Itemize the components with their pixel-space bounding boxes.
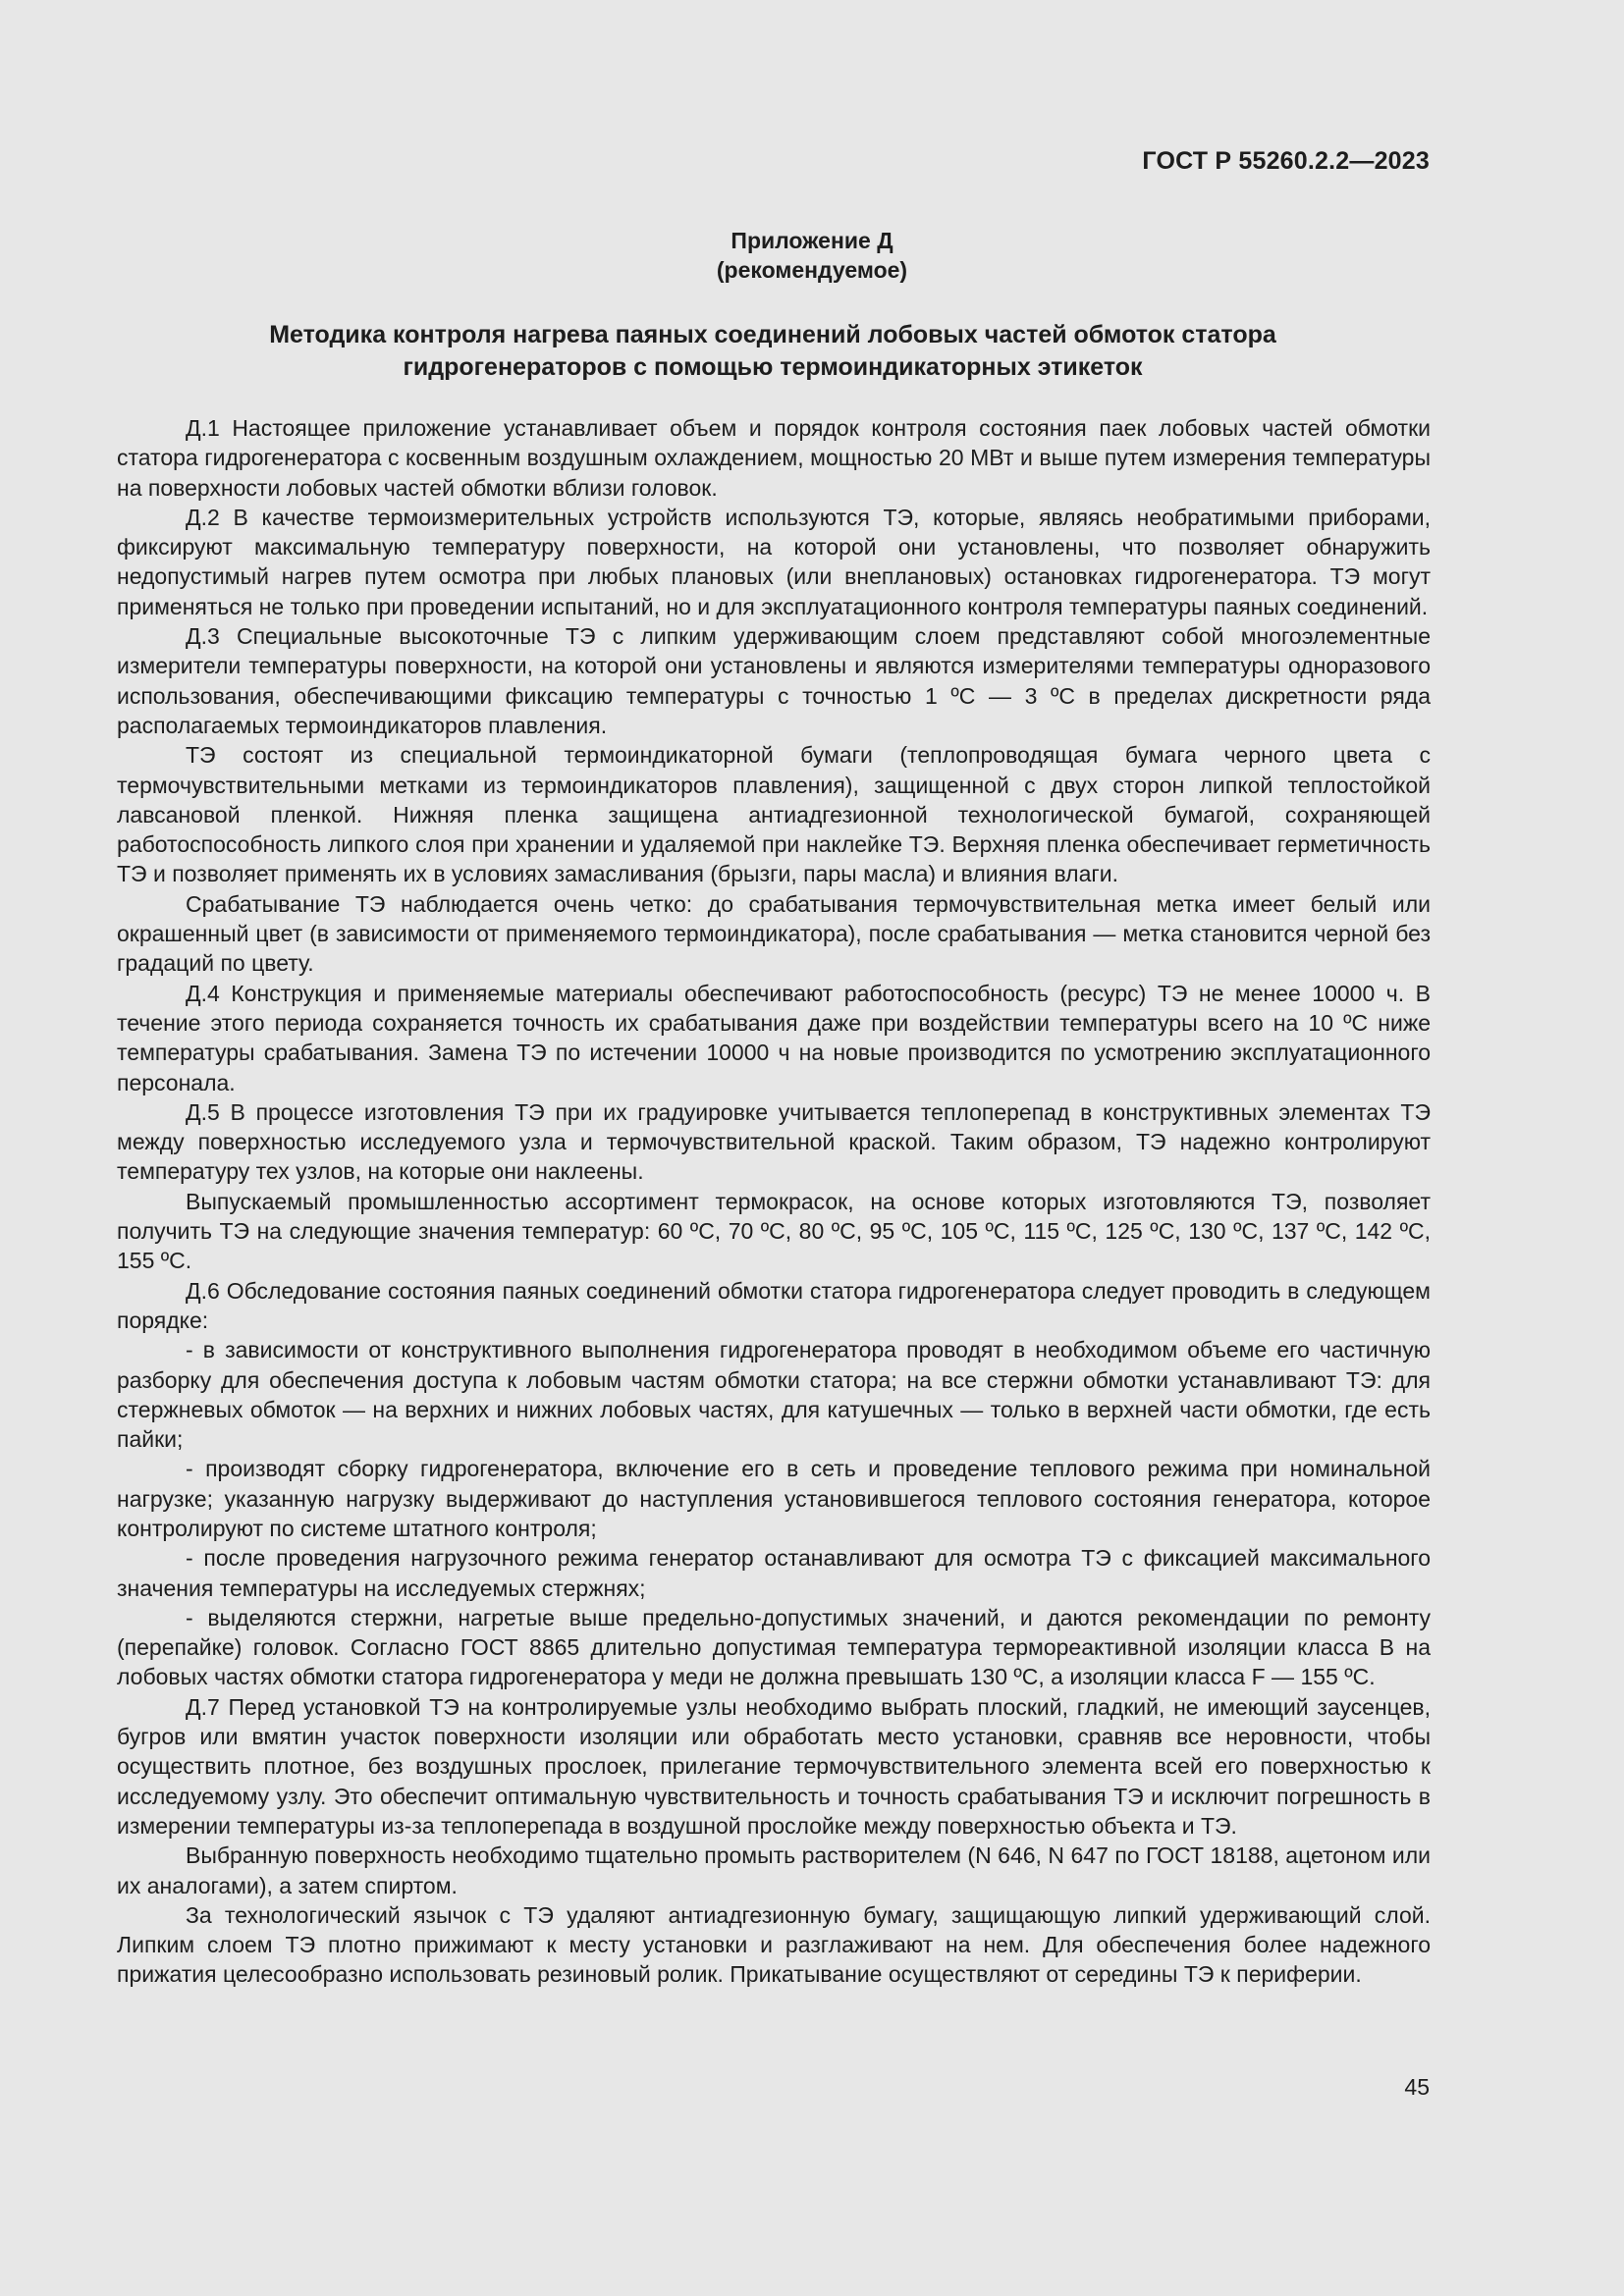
paragraph: ТЭ состоят из специальной термоиндикаторной бумаги (теплопроводящая бумага черного цвета с термочувствительными метками из термоиндикаторов плавления), защищенной с двух сторон липкой теплостойкой лавсановой пленкой. Нижняя пленка защищена антиадгезионной технологической бумагой, сохраняющей работоспособность липкого слоя при хранении и удаляемой при наклейке ТЭ. Верхняя пленка обеспечивает герметичность ТЭ и позволяет применять их в условиях замасливания (брызги, пары масла) и влияния влаги. xyxy=(117,742,1431,887)
title-line-2: гидрогенераторов с помощью термоиндикаторных этикеток xyxy=(403,353,1143,381)
page-number: 45 xyxy=(1404,2074,1430,2100)
paragraph: Выбранную поверхность необходимо тщательно промыть растворителем (N 646, N 647 по ГОСТ 18188, ацетоном или их аналогами), а затем спиртом. xyxy=(117,1842,1431,1898)
paragraph-d7: Д.7 Перед установкой ТЭ на контролируемые узлы необходимо выбрать плоский, гладкий, не имеющий заусенцев, бугров или вмятин участок поверхности изоляции или обработать место установки, сравняв все неровности, чтобы осуществить плотное, без воздушных прослоек, прилегание термочувствительного элемента всей его поверхностью к исследуемому узлу. Это обеспечит оптимальную чувствительность и точность срабатывания ТЭ и исключит погрешность в измерении температуры из-за теплоперепада в воздушной прослойке между поверхностью объекта и ТЭ. xyxy=(117,1693,1431,1839)
list-item: - выделяются стержни, нагретые выше предельно-допустимых значений, и даются рекомендации по ремонту (перепайке) головок. Согласно ГОСТ 8865 длительно допустимая температура термореактивной изоляции класса В на лобовых частях обмотки статора гидрогенератора у меди не должна превышать 130 ºС, а изоляции класса F — 155 ºС. xyxy=(117,1604,1431,1690)
paragraph-d4: Д.4 Конструкция и применяемые материалы обеспечивают работоспособность (ресурс) ТЭ не менее 10000 ч. В течение этого периода сохраняется точность их срабатывания даже при воздействии температуры всего на 10 ºС ниже температуры срабатывания. Замена ТЭ по истечении 10000 ч на новые производится по усмотрению эксплуатационного персонала. xyxy=(117,980,1431,1095)
paragraph-d6: Д.6 Обследование состояния паяных соединений обмотки статора гидрогенератора следует проводить в следующем порядке: xyxy=(117,1277,1431,1333)
paragraph-d2: Д.2 В качестве термоизмерительных устройств используются ТЭ, которые, являясь необратимыми приборами, фиксируют максимальную температуру поверхности, на которой они установлены, что позволяет обнаружить недопустимый нагрев путем осмотра при любых плановых (или внеплановых) остановках гидрогенератора. ТЭ могут применяться не только при проведении испытаний, но и для эксплуатационного контроля температуры паяных соединений. xyxy=(117,504,1431,619)
paragraph-d1: Д.1 Настоящее приложение устанавливает объем и порядок контроля состояния паек лобовых частей обмотки статора гидрогенератора с косвенным воздушным охлаждением, мощностью 20 МВт и выше путем измерения температуры на поверхности лобовых частей обмотки вблизи головок. xyxy=(117,415,1431,501)
appendix-status: (рекомендуемое) xyxy=(716,257,908,283)
title-line-1: Методика контроля нагрева паяных соединений лобовых частей обмоток статора xyxy=(269,321,1276,348)
paragraph-d3: Д.3 Специальные высокоточные ТЭ с липким удерживающим слоем представляют собой многоэлементные измерители температуры поверхности, на которой они установлены и являются измерителями температуры одноразового использования, обеспечивающими фиксацию температуры с точностью 1 ºС — 3 ºС в пределах дискретности ряда располагаемых термоиндикаторов плавления. xyxy=(117,623,1431,738)
list-item: - после проведения нагрузочного режима генератор останавливают для осмотра ТЭ с фиксацией максимального значения температуры на исследуемых стержнях; xyxy=(117,1545,1431,1601)
body-text xyxy=(117,413,1431,1990)
list-item: - производят сборку гидрогенератора, включение его в сеть и проведение теплового режима при номинальной нагрузке; указанную нагрузку выдерживают до наступления установившегося теплового состояния генератора, которое контролируют по системе штатного контроля; xyxy=(117,1456,1431,1541)
page-title xyxy=(147,319,1398,384)
list-item: - в зависимости от конструктивного выполнения гидрогенератора проводят в необходимом объеме его частичную разборку для обеспечения доступа к лобовым частям обмотки статора; на все стержни обмотки устанавливают ТЭ: для стержневых обмоток — на верхних и нижних лобовых частях, для катушечных — только в верхней части обмотки, где есть пайки; xyxy=(117,1337,1431,1453)
paragraph: За технологический язычок с ТЭ удаляют антиадгезионную бумагу, защищающую липкий удерживающий слой. Липким слоем ТЭ плотно прижимают к месту установки и разглаживают на нем. Для обеспечения более надежного прижатия целесообразно использовать резиновый ролик. Прикатывание осуществляют от середины ТЭ к периферии. xyxy=(117,1901,1431,1988)
paragraph: Срабатывание ТЭ наблюдается очень четко: до срабатывания термочувствительная метка имеет белый или окрашенный цвет (в зависимости от применяемого термоиндикатора), после срабатывания — метка становится черной без градаций по цвету. xyxy=(117,890,1431,977)
appendix-heading xyxy=(0,226,1624,285)
standard-code: ГОСТ Р 55260.2.2—2023 xyxy=(1142,147,1430,175)
paragraph-d5: Д.5 В процессе изготовления ТЭ при их градуировке учитывается теплоперепад в конструктивных элементах ТЭ между поверхностью исследуемого узла и термочувствительной краской. Таким образом, ТЭ надежно контролируют температуру тех узлов, на которые они наклеены. xyxy=(117,1098,1431,1185)
appendix-label: Приложение Д xyxy=(731,228,893,253)
paragraph: Выпускаемый промышленностью ассортимент термокрасок, на основе которых изготовляются ТЭ, позволяет получить ТЭ на следующие значения температур: 60 ºС, 70 ºС, 80 ºС, 95 ºС, 105 ºС, 115 ºС, 125 ºС, 130 ºС, 137 ºС, 142 ºС, 155 ºС. xyxy=(117,1188,1431,1274)
